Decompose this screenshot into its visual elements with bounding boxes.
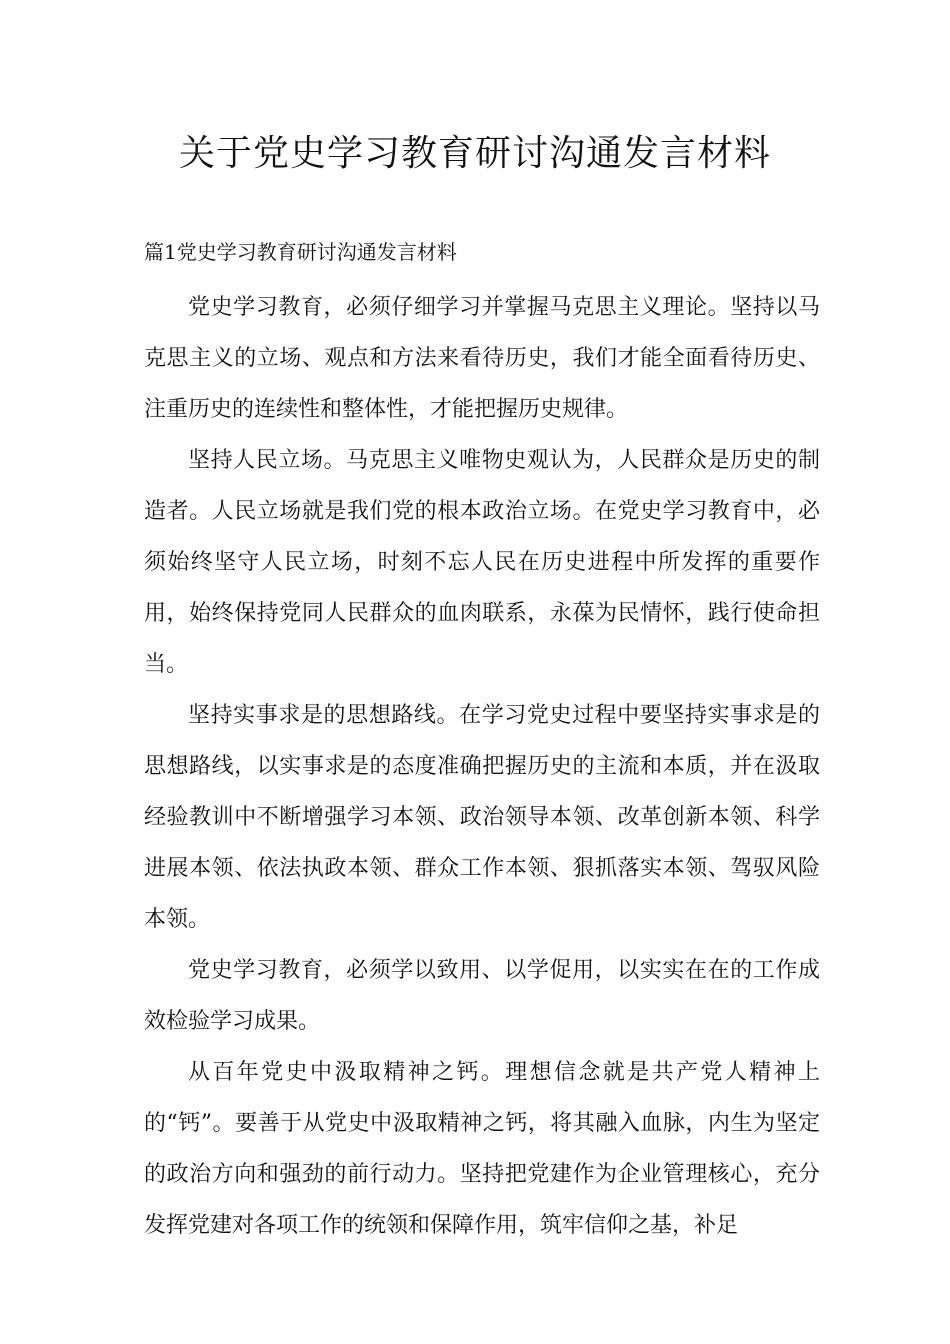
body-paragraph: 党史学习教育，必须学以致用、以学促用，以实实在在的工作成效检验学习成果。 <box>144 958 820 1034</box>
document-body <box>144 282 820 1251</box>
body-paragraph: 坚持实事求是的思想路线。在学习党史过程中要坚持实事求是的思想路线，以实事求是的态度准确把握历史的主流和本质，并在汲取经验教训中不断增强学习本领、政治领导本领、改革创新本领、科学进展本领、依法执政本领、群众工作本领、狠抓落实本领、驾驭风险本领。 <box>144 703 820 932</box>
document-title: 关于党史学习教育研讨沟通发言材料 <box>178 133 771 174</box>
body-paragraph: 党史学习教育，必须仔细学习并掌握马克思主义理论。坚持以马克思主义的立场、观点和方法来看待历史，我们才能全面看待历史、注重历史的连续性和整体性，才能把握历史规律。 <box>144 295 820 422</box>
section-heading: 篇1党史学习教育研讨沟通发言材料 <box>144 240 457 264</box>
body-paragraph: 从百年党史中汲取精神之钙。理想信念就是共产党人精神上的“钙”。要善于从党史中汲取精神之钙，将其融入血脉，内生为坚定的政治方向和强劲的前行动力。坚持把党建作为企业管理核心，充分发挥党建对各项工作的统领和保障作用，筑牢信仰之基，补足 <box>144 1060 820 1238</box>
body-paragraph: 坚持人民立场。马克思主义唯物史观认为，人民群众是历史的制造者。人民立场就是我们党的根本政治立场。在党史学习教育中，必须始终坚守人民立场，时刻不忘人民在历史进程中所发挥的重要作用，始终保持党同人民群众的血肉联系，永葆为民情怀，践行使命担当。 <box>144 448 820 677</box>
